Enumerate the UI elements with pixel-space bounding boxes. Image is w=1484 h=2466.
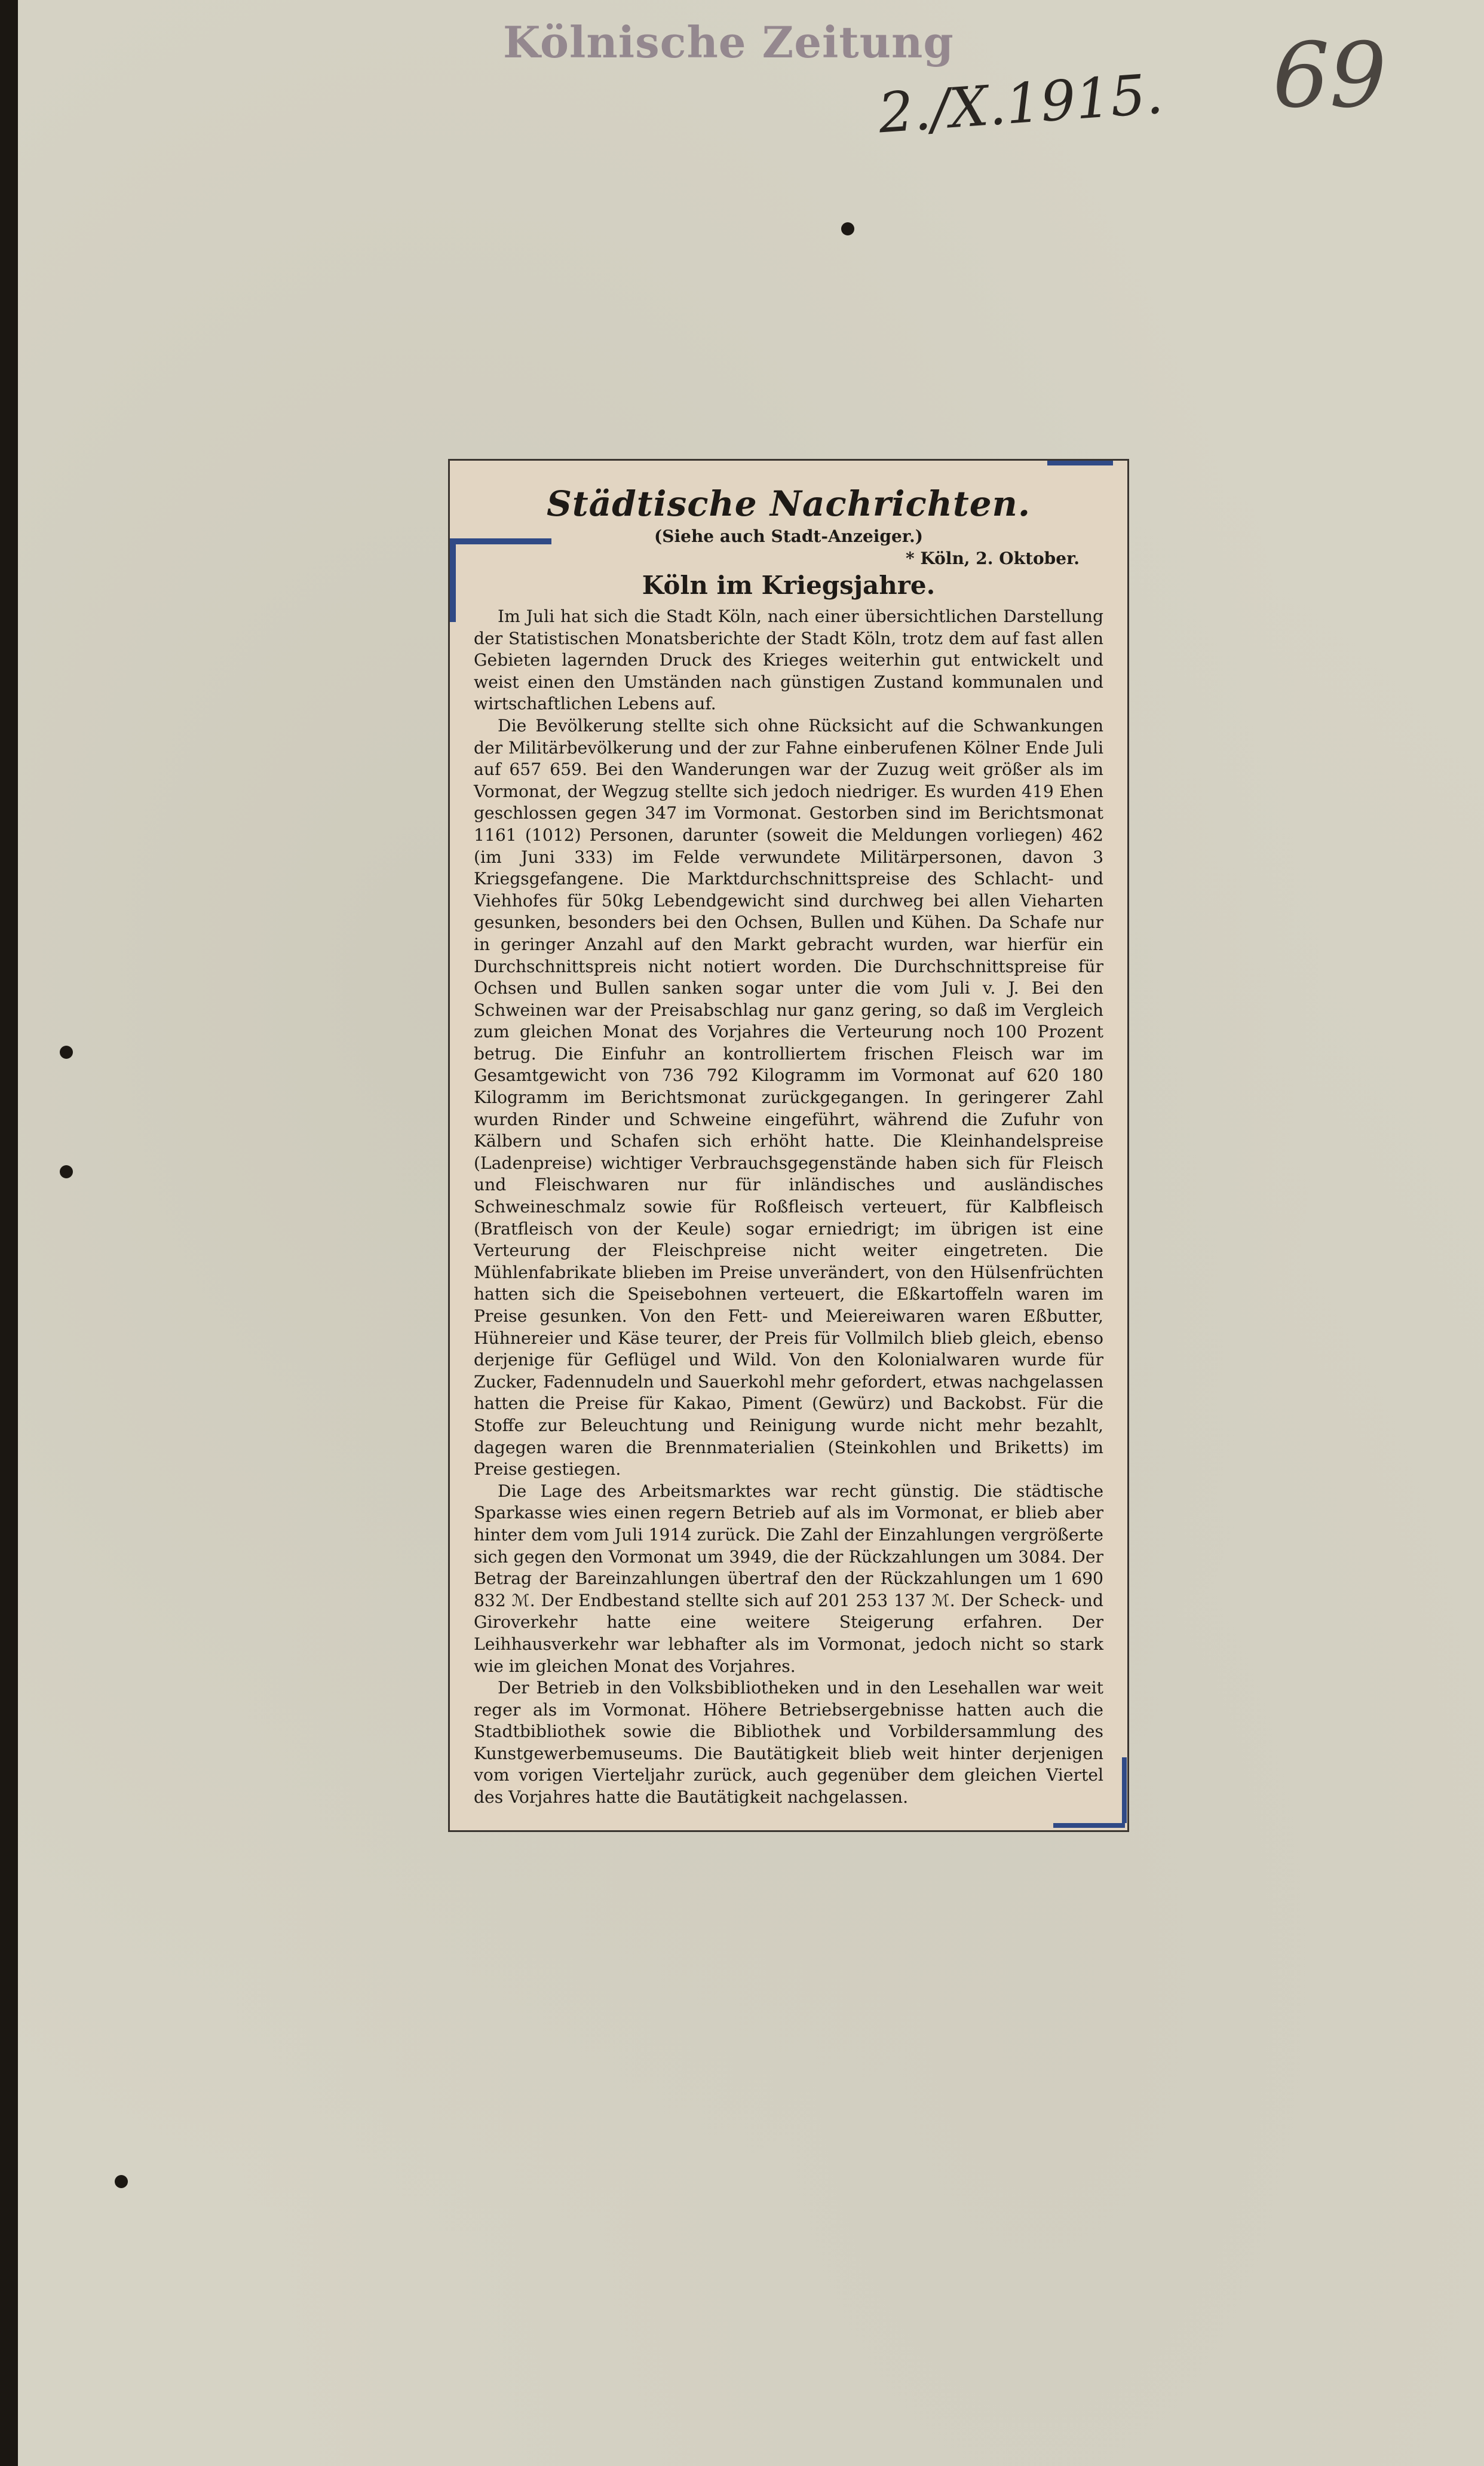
clipping-subtitle: (Siehe auch Stadt-Anzeiger.) <box>654 526 923 546</box>
article-body <box>474 606 1103 1809</box>
article-headline: Köln im Kriegsjahre. <box>642 571 936 600</box>
newspaper-stamp: Kölnische Zeitung <box>503 17 954 68</box>
binding-hole <box>60 1165 73 1178</box>
sheet-torn-edge <box>0 0 18 2466</box>
blue-pencil-mark <box>1053 1823 1125 1828</box>
blue-pencil-mark <box>1047 461 1113 465</box>
blue-pencil-mark <box>1122 1757 1127 1823</box>
handwritten-date: 2./X.1915. <box>876 62 1166 146</box>
newspaper-clipping <box>448 459 1129 1832</box>
binding-hole <box>841 222 854 235</box>
article-paragraph: Die Bevölkerung stellte sich ohne Rücksicht auf die Schwankungen der Militärbevölkerung und der zur Fahne einberufenen Kölner Ende Juli auf 657 659. Bei den Wanderungen war der Zuzug weit größer als im Vormonat, der Wegzug stellte sich jedoch niedriger. Es wurden 419 Ehen geschlossen gegen 347 im Vormonat. Gestorben sind im Berichtsmonat 1161 (1012) Personen, darunter (soweit die Meldungen vorliegen) 462 (im Juni 333) im Felde verwundete Militärpersonen, davon 3 Kriegsgefangene. Die Marktdurchschnittspreise des Schlacht- und Viehhofes für 50kg Lebendgewicht sind durchweg bei allen Vieharten gesunken, besonders bei den Ochsen, Bullen und Kühen. Da Schafe nur in geringer Anzahl auf den Markt gebracht wurden, war hierfür ein Durchschnittspreis nicht notiert worden. Die Durchschnittspreise für Ochsen und Bullen sanken sogar unter die vom Juli v. J. Bei den Schweinen war der Preisabschlag nur ganz gering, so daß im Vergleich zum gleichen Monat des Vorjahres die Verteurung noch 100 Prozent betrug. Die Einfuhr an kontrolliertem frischen Fleisch war im Gesamtgewicht von 736 792 Kilogramm im Vormonat auf 620 180 Kilogramm im Berichtsmonat zurückgegangen. In geringerer Zahl wurden Rinder und Schweine eingeführt, während die Zufuhr von Kälbern und Schafen sich erhöht hatte. Die Kleinhandelspreise (Ladenpreise) wichtiger Verbrauchsgegenstände haben sich für Fleisch und Fleischwaren nur für inländisches und ausländisches Schweineschmalz sowie für Roßfleisch verteuert, für Kalbfleisch (Bratfleisch von der Keule) sogar erniedrigt; im übrigen ist eine Verteurung der Fleischpreise nicht weiter eingetreten. Die Mühlenfabrikate blieben im Preise unverändert, von den Hülsenfrüchten hatten sich die Speisebohnen verteuert, die Eßkartoffeln waren im Preise gesunken. Von den Fett- und Meiereiwaren waren Eßbutter, Hühnereier und Käse teurer, der Preis für Vollmilch blieb gleich, ebenso derjenige für Geflügel und Wild. Von den Kolonialwaren wurde für Zucker, Fadennudeln und Sauerkohl mehr gefordert, etwas nachgelassen hatten die Preise für Kakao, Piment (Gewürz) und Backobst. Für die Stoffe zur Beleuchtung und Reinigung wurde nicht mehr bezahlt, dagegen waren die Brennmaterialien (Steinkohlen und Briketts) im Preise gestiegen. <box>474 715 1103 1479</box>
handwritten-page-number: 69 <box>1273 24 1387 128</box>
clipping-title: Städtische Nachrichten. <box>546 483 1031 524</box>
binding-hole <box>60 1046 73 1059</box>
blue-pencil-mark <box>450 538 551 544</box>
clipping-dateline: * Köln, 2. Oktober. <box>906 549 1080 568</box>
binding-hole <box>115 2175 128 2188</box>
article-paragraph: Im Juli hat sich die Stadt Köln, nach einer übersichtlichen Darstellung der Statistischen Monatsberichte der Stadt Köln, trotz dem auf fast allen Gebieten lagernden Druck des Krieges weiterhin gut entwickelt und weist einen den Umständen nach günstigen Zustand kommunalen und wirtschaftlichen Lebens auf. <box>474 606 1103 714</box>
article-paragraph: Der Betrieb in den Volksbibliotheken und in den Lesehallen war weit reger als im Vormonat. Höhere Betriebsergebnisse hatten auch die Stadtbibliothek sowie die Bibliothek und Vorbildersammlung des Kunstgewerbemuseums. Die Bautätigkeit blieb weit hinter derjenigen vom vorigen Vierteljahr zurück, auch gegenüber dem gleichen Viertel des Vorjahres hatte die Bautätigkeit nachgelassen. <box>474 1678 1103 1808</box>
article-paragraph: Die Lage des Arbeitsmarktes war recht günstig. Die städtische Sparkasse wies einen regern Betrieb auf als im Vormonat, er blieb aber hinter dem vom Juli 1914 zurück. Die Zahl der Einzahlungen vergrößerte sich gegen den Vormonat um 3949, die der Rückzahlungen um 3084. Der Betrag der Bareinzahlungen übertraf den der Rückzahlungen um 1 690 832 ℳ. Der Endbestand stellte sich auf 201 253 137 ℳ. Der Scheck- und Giroverkehr hatte eine weitere Steigerung erfahren. Der Leihhausverkehr war lebhafter als im Vormonat, jedoch nicht so stark wie im gleichen Monat des Vorjahres. <box>474 1481 1103 1676</box>
blue-pencil-mark <box>450 538 456 622</box>
